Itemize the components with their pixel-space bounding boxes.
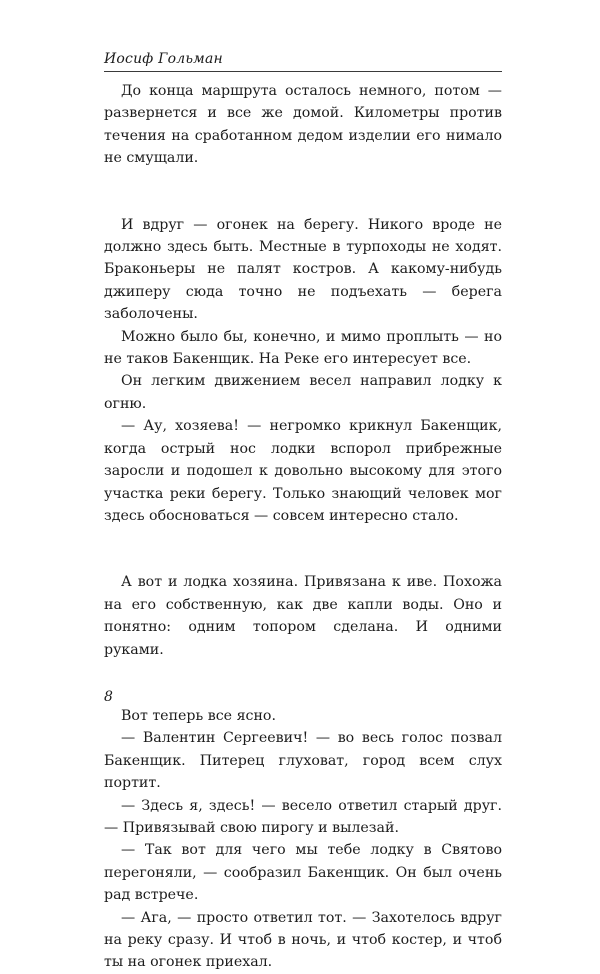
- scene-4: [104, 705, 502, 974]
- scene-break: [104, 661, 502, 705]
- paragraph: — Ага, — просто ответил тот. — Захотелось вдруг на реку сразу. И чтоб в ночь, и чтоб костер, и чтоб ты на огонек приехал.: [104, 909, 502, 971]
- page-number: 8: [104, 689, 113, 705]
- paragraph: — Так вот для чего мы тебе лодку в Святово перегоняли, — сообразил Бакенщик. Он был очень рад встрече.: [104, 842, 502, 904]
- running-head-author: Иосиф Гольман: [104, 51, 223, 67]
- paragraph: — Ау, хозяева! — негромко крикнул Бакенщик, когда острый нос лодки вспорол прибрежные заросли и подошел к довольно высокому для этого участка реки берегу. Только знающий человек мог здесь обосноваться — совсем интересно стало.: [104, 418, 502, 524]
- scene-1: [104, 80, 502, 170]
- paragraph: — Валентин Сергеевич! — во весь голос позвал Бакенщик. Питерец глуховат, город всем слух портит.: [104, 730, 502, 792]
- paragraph: Можно было бы, конечно, и мимо проплыть — но не таков Бакенщик. На Реке его интересует все.: [104, 328, 502, 368]
- scene-break: [104, 170, 502, 214]
- body-text: [104, 80, 502, 974]
- scene-3: [104, 571, 502, 661]
- scene-2: [104, 214, 502, 528]
- paragraph: А вот и лодка хозяина. Привязана к иве. Похожа на его собственную, как две капли воды. Оно и понятно: одним топором сделана. И одними руками.: [104, 574, 502, 658]
- paragraph: Он легким движением весел направил лодку к огню.: [104, 373, 502, 412]
- paragraph: Вот теперь все ясно.: [121, 707, 276, 724]
- paragraph: — Здесь я, здесь! — весело ответил старый друг. — Привязывай свою пирогу и вылезай.: [104, 797, 502, 836]
- header-rule: [104, 71, 502, 72]
- paragraph: И вдруг — огонек на берегу. Никого вроде не должно здесь быть. Местные в турпоходы не ходят. Браконьеры не палят костров. А какому-нибудь джиперу сюда точно не подъехать — берега заболочены.: [104, 216, 502, 323]
- scene-break: [104, 527, 502, 571]
- paragraph: До конца маршрута осталось немного, потом — развернется и все же домой. Километры против течения на сработанном дедом изделии его нимало не смущали.: [104, 83, 502, 167]
